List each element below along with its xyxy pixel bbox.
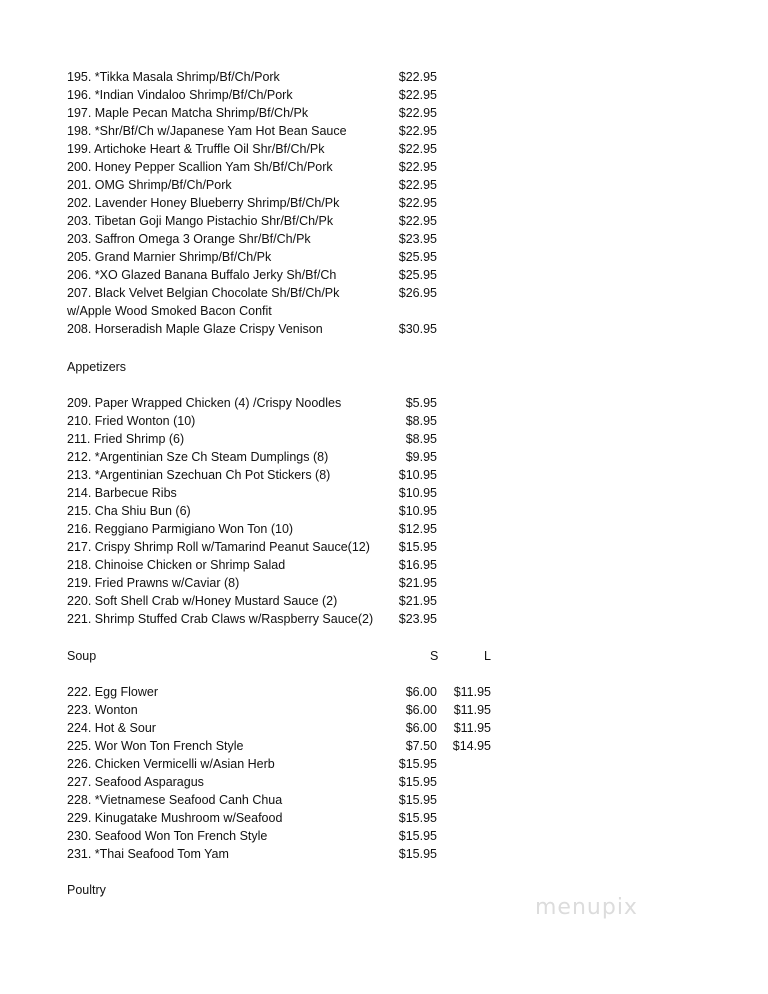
menu-item-price: $21.95 xyxy=(398,576,437,590)
menu-item-price: $8.95 xyxy=(405,414,437,428)
menu-item-row xyxy=(67,574,507,592)
menu-item-price: $25.95 xyxy=(398,250,437,264)
menu-item-price: $12.95 xyxy=(398,522,437,536)
poultry-heading: Poultry xyxy=(67,883,106,897)
menu-item-price: $23.95 xyxy=(398,232,437,246)
menu-item-row xyxy=(67,556,507,574)
menu-item-row xyxy=(67,610,507,628)
menu-item-row xyxy=(67,122,507,140)
menu-item-name: 195. *Tikka Masala Shrimp/Bf/Ch/Pork xyxy=(67,70,280,84)
menu-item-price: $10.95 xyxy=(398,504,437,518)
menu-item-name: 198. *Shr/Bf/Ch w/Japanese Yam Hot Bean Sauce xyxy=(67,124,347,138)
menu-item-price: $15.95 xyxy=(398,847,437,861)
menu-item-row xyxy=(67,466,507,484)
menu-item-name: 230. Seafood Won Ton French Style xyxy=(67,829,268,843)
menu-item-row xyxy=(67,827,507,845)
menu-item-row xyxy=(67,212,507,230)
menu-item-name: 206. *XO Glazed Banana Buffalo Jerky Sh/Bf/Ch xyxy=(67,268,337,282)
menu-item-price: $15.95 xyxy=(398,775,437,789)
menu-item-price: $30.95 xyxy=(398,322,437,336)
menu-item-name: 205. Grand Marnier Shrimp/Bf/Ch/Pk xyxy=(67,250,272,264)
menu-item-name: 224. Hot & Sour xyxy=(67,721,156,735)
menu-item-price: $6.00 xyxy=(405,685,437,699)
menu-item-name: 219. Fried Prawns w/Caviar (8) xyxy=(67,576,240,590)
menu-item-price: $9.95 xyxy=(405,450,437,464)
menu-item-name: 220. Soft Shell Crab w/Honey Mustard Sauce (2) xyxy=(67,594,338,608)
menu-item-name: 201. OMG Shrimp/Bf/Ch/Pork xyxy=(67,178,232,192)
menu-item-name: 229. Kinugatake Mushroom w/Seafood xyxy=(67,811,283,825)
menu-item-row xyxy=(67,520,507,538)
menu-item-name: 209. Paper Wrapped Chicken (4) /Crispy Noodles xyxy=(67,396,342,410)
soup-heading: Soup xyxy=(67,649,97,663)
menu-item-price-large: $14.95 xyxy=(452,739,491,753)
menu-item-price: $15.95 xyxy=(398,811,437,825)
menu-item-row xyxy=(67,104,507,122)
menu-item-price: $23.95 xyxy=(398,612,437,626)
menu-item-row xyxy=(67,791,507,809)
menu-item-name: 217. Crispy Shrimp Roll w/Tamarind Peanut Sauce(12) xyxy=(67,540,370,554)
menu-item-price: $22.95 xyxy=(398,178,437,192)
menu-item-name: 207. Black Velvet Belgian Chocolate Sh/Bf/Ch/Pk xyxy=(67,286,340,300)
menu-item-price: $22.95 xyxy=(398,70,437,84)
menu-item-name: 208. Horseradish Maple Glaze Crispy Venison xyxy=(67,322,323,336)
menu-item-row xyxy=(67,719,507,737)
menu-item-row xyxy=(67,592,507,610)
menu-item-row xyxy=(67,737,507,755)
menu-item-price: $10.95 xyxy=(398,486,437,500)
menu-item-price: $8.95 xyxy=(405,432,437,446)
menu-item-price: $6.00 xyxy=(405,703,437,717)
menu-item-row xyxy=(67,538,507,556)
menu-item-name: 215. Cha Shiu Bun (6) xyxy=(67,504,191,518)
menu-item-price: $15.95 xyxy=(398,793,437,807)
menu-item-row xyxy=(67,266,507,284)
menu-item-price: $22.95 xyxy=(398,142,437,156)
menu-item-row xyxy=(67,683,507,701)
menu-item-name: 203. Saffron Omega 3 Orange Shr/Bf/Ch/Pk xyxy=(67,232,311,246)
menu-item-name: w/Apple Wood Smoked Bacon Confit xyxy=(67,304,272,318)
menu-item-price: $22.95 xyxy=(398,196,437,210)
menu-item-row xyxy=(67,448,507,466)
watermark-decoration xyxy=(530,878,680,886)
menu-item-price: $16.95 xyxy=(398,558,437,572)
menu-item-name: 202. Lavender Honey Blueberry Shrimp/Bf/Ch/Pk xyxy=(67,196,340,210)
menu-item-row xyxy=(67,701,507,719)
menu-item-name: 228. *Vietnamese Seafood Canh Chua xyxy=(67,793,283,807)
menu-item-price: $7.50 xyxy=(405,739,437,753)
menu-item-row xyxy=(67,430,507,448)
menu-item-row xyxy=(67,194,507,212)
menu-item-name: 221. Shrimp Stuffed Crab Claws w/Raspberry Sauce(2) xyxy=(67,612,374,626)
menu-item-price-large: $11.95 xyxy=(453,685,491,699)
menupix-watermark-logo: menupix xyxy=(535,895,638,920)
menu-item-name: 212. *Argentinian Sze Ch Steam Dumplings (8) xyxy=(67,450,329,464)
menu-item-row xyxy=(67,158,507,176)
menu-item-name: 200. Honey Pepper Scallion Yam Sh/Bf/Ch/Pork xyxy=(67,160,333,174)
menu-item-price: $22.95 xyxy=(398,88,437,102)
menu-item-price-large: $11.95 xyxy=(453,721,491,735)
menu-item-name: 197. Maple Pecan Matcha Shrimp/Bf/Ch/Pk xyxy=(67,106,309,120)
menu-item-row xyxy=(67,412,507,430)
menu-item-price: $22.95 xyxy=(398,160,437,174)
menu-item-row xyxy=(67,502,507,520)
menu-item-name: 203. Tibetan Goji Mango Pistachio Shr/Bf/Ch/Pk xyxy=(67,214,334,228)
menu-item-name: 210. Fried Wonton (10) xyxy=(67,414,196,428)
menu-item-name: 211. Fried Shrimp (6) xyxy=(67,432,185,446)
menu-item-row xyxy=(67,320,507,338)
menu-item-name: 225. Wor Won Ton French Style xyxy=(67,739,244,753)
menu-item-price: $26.95 xyxy=(398,286,437,300)
menu-item-price-large: $11.95 xyxy=(453,703,491,717)
menu-item-name: 214. Barbecue Ribs xyxy=(67,486,177,500)
menu-item-price: $5.95 xyxy=(405,396,437,410)
menu-item-row xyxy=(67,394,507,412)
menu-item-price: $10.95 xyxy=(398,468,437,482)
menu-item-price: $15.95 xyxy=(398,757,437,771)
menu-item-price: $25.95 xyxy=(398,268,437,282)
menu-item-name: 226. Chicken Vermicelli w/Asian Herb xyxy=(67,757,275,771)
menu-item-name: 223. Wonton xyxy=(67,703,138,717)
menu-item-row xyxy=(67,176,507,194)
appetizers-heading: Appetizers xyxy=(67,360,127,374)
menu-item-price: $22.95 xyxy=(398,106,437,120)
soup-large-column-header: L xyxy=(484,649,491,663)
menu-item-name: 199. Artichoke Heart & Truffle Oil Shr/Bf/Ch/Pk xyxy=(67,142,325,156)
menu-item-row xyxy=(67,809,507,827)
menu-item-name: 231. *Thai Seafood Tom Yam xyxy=(67,847,229,861)
menu-item-price: $21.95 xyxy=(398,594,437,608)
menu-item-name: 196. *Indian Vindaloo Shrimp/Bf/Ch/Pork xyxy=(67,88,293,102)
menu-item-price: $15.95 xyxy=(398,829,437,843)
menu-item-price: $22.95 xyxy=(398,124,437,138)
soup-small-column-header: S xyxy=(430,649,439,663)
menu-item-row xyxy=(67,68,507,86)
menu-item-price: $22.95 xyxy=(398,214,437,228)
menu-item-row xyxy=(67,845,507,863)
menu-item-row xyxy=(67,284,507,302)
menu-item-row xyxy=(67,248,507,266)
menu-item-price: $6.00 xyxy=(405,721,437,735)
menu-item-name: 216. Reggiano Parmigiano Won Ton (10) xyxy=(67,522,294,536)
menu-item-row xyxy=(67,230,507,248)
menu-item-row xyxy=(67,773,507,791)
menu-item-row xyxy=(67,140,507,158)
menu-item-row xyxy=(67,302,507,320)
menu-item-price: $15.95 xyxy=(398,540,437,554)
menu-item-name: 213. *Argentinian Szechuan Ch Pot Stickers (8) xyxy=(67,468,331,482)
menu-item-name: 227. Seafood Asparagus xyxy=(67,775,204,789)
menu-item-row xyxy=(67,484,507,502)
menu-item-row xyxy=(67,755,507,773)
menu-item-name: 218. Chinoise Chicken or Shrimp Salad xyxy=(67,558,286,572)
menu-item-row xyxy=(67,86,507,104)
menu-item-name: 222. Egg Flower xyxy=(67,685,159,699)
